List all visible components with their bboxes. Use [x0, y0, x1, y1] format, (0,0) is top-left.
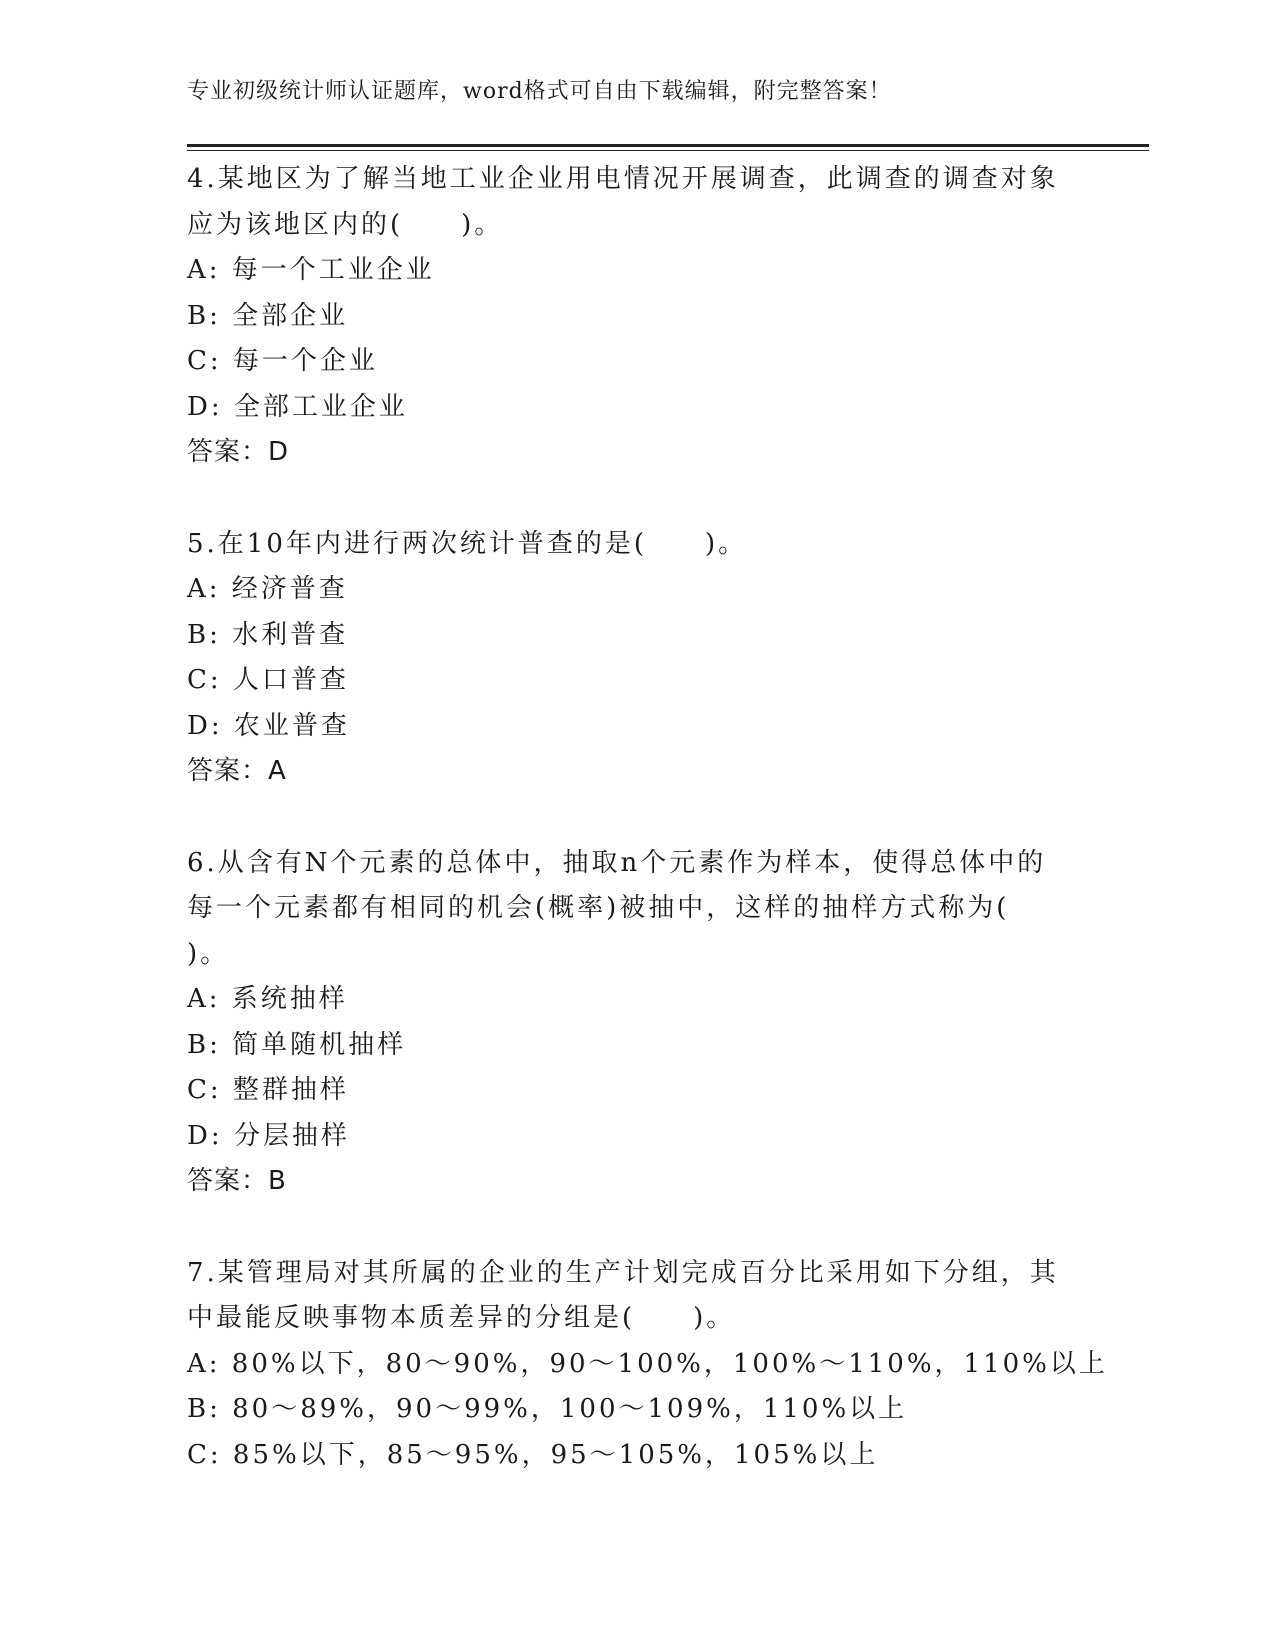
option-b: B: 全部企业 [187, 300, 349, 331]
question-stem-line: 应为该地区内的( )。 [187, 209, 504, 240]
question-item [187, 157, 1067, 476]
option-d: D: 全部工业企业 [187, 391, 408, 422]
option-d: D: 农业普查 [187, 710, 350, 741]
option-c: C: 85%以下，85～95%，95～105%，105%以上 [187, 1439, 879, 1470]
header-divider-thin [187, 150, 1149, 151]
question-stem-line: 7.某管理局对其所属的企业的生产计划完成百分比采用如下分组，其 [187, 1257, 1059, 1288]
question-stem-line: )。 [187, 938, 230, 969]
question-item [187, 1251, 1108, 1479]
question-stem-line: 每一个元素都有相同的机会(概率)被抽中，这样的抽样方式称为( [187, 893, 1010, 923]
question-stem-line: 6.从含有N个元素的总体中，抽取n个元素作为样本，使得总体中的 [187, 847, 1047, 878]
question-stem-line: 中最能反映事物本质差异的分组是( )。 [187, 1303, 736, 1333]
question-stem-line: 5.在10年内进行两次统计普查的是( )。 [187, 528, 748, 559]
option-c: C: 整群抽样 [187, 1075, 349, 1105]
option-b: B: 简单随机抽样 [187, 1029, 407, 1060]
question-stem-line: 4.某地区为了解当地工业企业用电情况开展调查，此调查的调查对象 [187, 164, 1059, 194]
answer-line: 答案：D [187, 437, 290, 467]
answer-line: 答案：A [187, 756, 287, 786]
header-divider-thick [187, 144, 1149, 147]
option-b: B: 80～89%，90～99%，100～109%，110%以上 [187, 1394, 908, 1424]
option-c: C: 每一个企业 [187, 346, 378, 376]
page-header: 专业初级统计师认证题库，word格式可自由下载编辑，附完整答案！ [187, 79, 892, 104]
answer-line: 答案：B [187, 1166, 287, 1196]
option-a: A: 经济普查 [187, 574, 348, 604]
option-a: A: 系统抽样 [187, 984, 348, 1014]
question-item [187, 841, 1067, 1205]
option-b: B: 水利普查 [187, 619, 349, 650]
question-list [187, 157, 1108, 1524]
option-d: D: 分层抽样 [187, 1120, 350, 1151]
option-c: C: 人口普查 [187, 665, 349, 695]
option-a: A: 80%以下，80～90%，90～100%，100%～110%，110%以上 [187, 1348, 1108, 1379]
option-a: A: 每一个工业企业 [187, 255, 435, 285]
question-item [187, 522, 1067, 795]
